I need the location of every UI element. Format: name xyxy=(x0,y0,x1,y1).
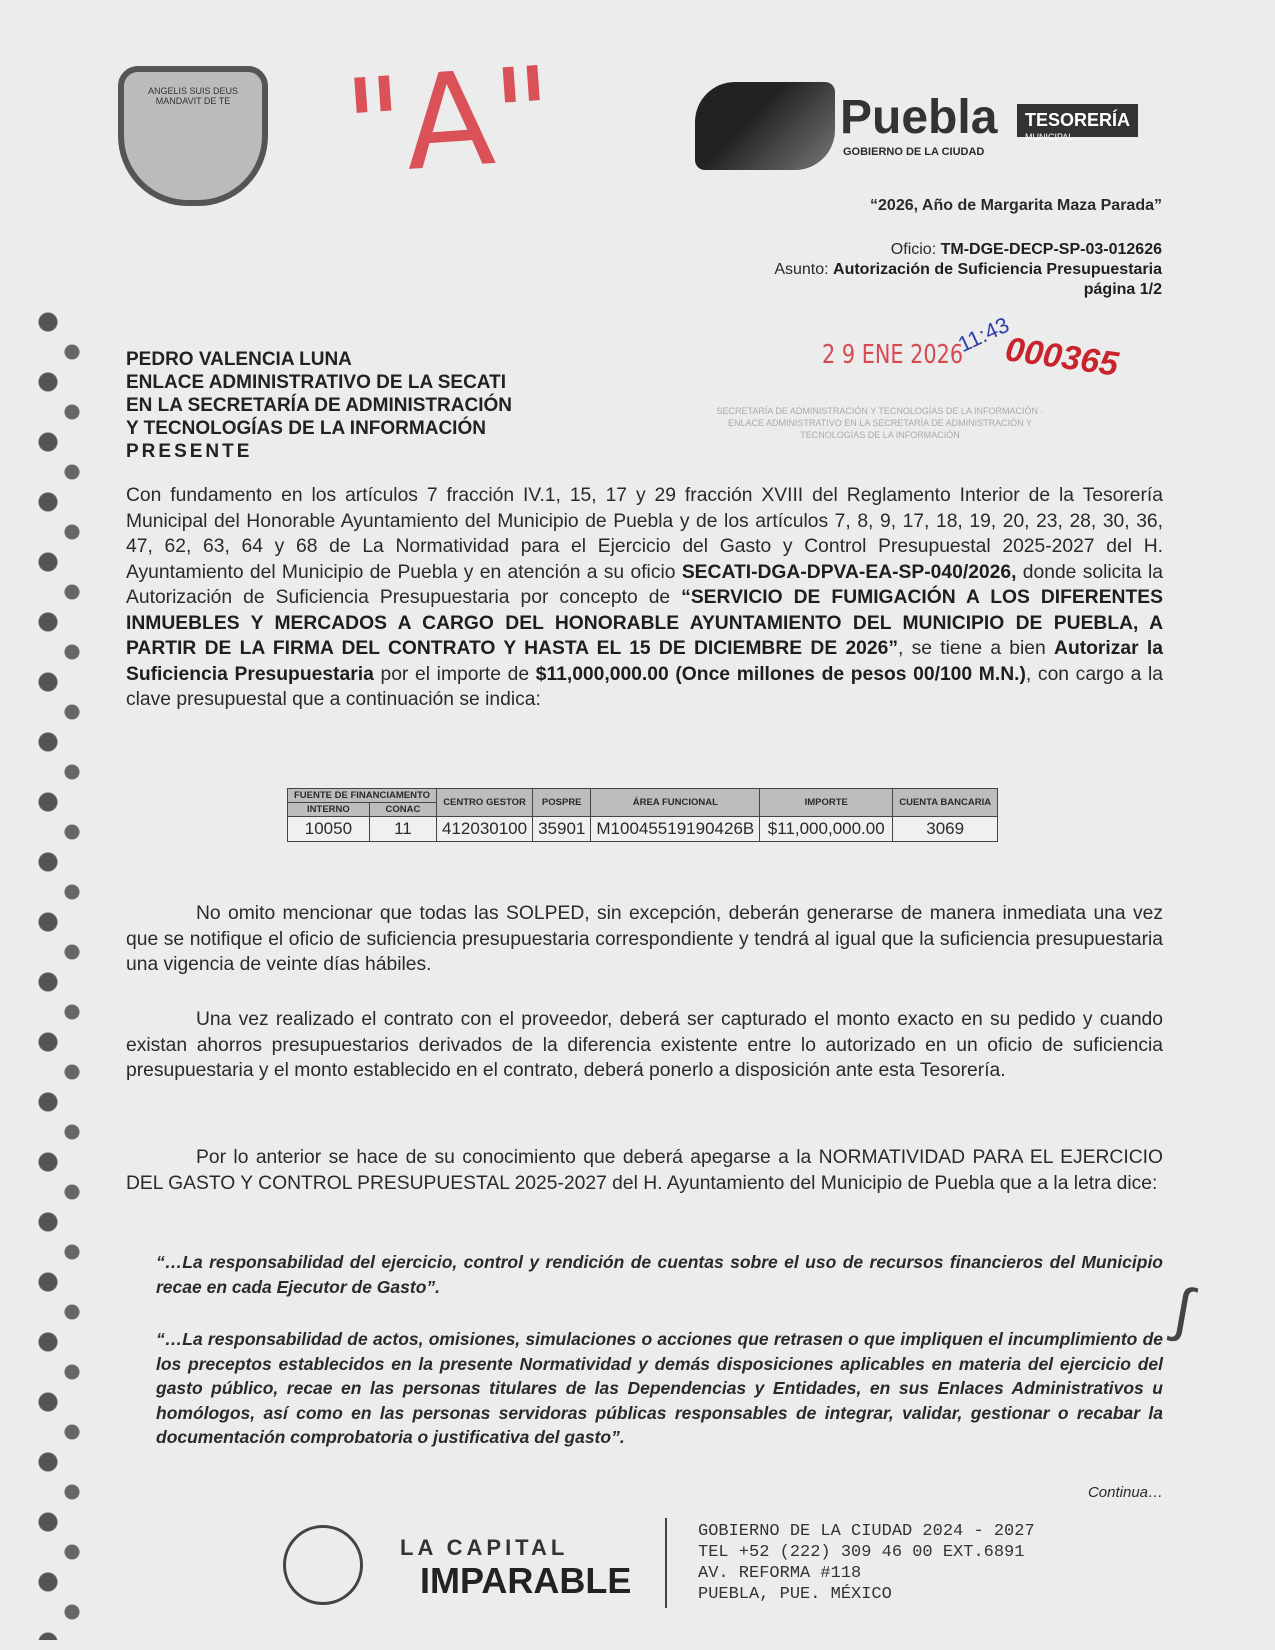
logo-subtitle: GOBIERNO DE LA CIUDAD xyxy=(843,146,985,158)
service-concept: “SERVICIO DE FUMIGACIÓN A LOS DIFERENTES INMUEBLES Y MERCADOS A CARGO DEL HONORABLE AYUNTAMIENTO DEL MUNICIPIO DE PUEBLA, A PARTIR DE LA FIRMA DEL CONTRATO Y HASTA EL 15 DE DICIEMBRE DE 2026” xyxy=(126,587,1163,659)
addressee-block xyxy=(126,348,512,463)
footer-line: GOBIERNO DE LA CIUDAD 2024 - 2027 xyxy=(698,1522,1035,1541)
paragraph-contract: Una vez realizado el contrato con el proveedor, deberá ser capturado el monto exacto en su pedido y cuando existan ahorros presupuestarios derivados de la diferencia existente entre lo autorizado en un oficio de suficiencia presupuestaria y el monto establecido en el contrato, deberá ponerlo a disposición ante esta Tesorería. xyxy=(126,1009,1163,1081)
puebla-logo xyxy=(695,82,1131,172)
imparable-logo-text: IMPARABLE xyxy=(420,1560,632,1601)
cell-centro-gestor: 412030100 xyxy=(437,817,533,842)
header-conac: CONAC xyxy=(369,803,436,817)
header-fuente: FUENTE DE FINANCIAMENTO xyxy=(288,789,437,803)
text: donde solicita la Autorización de Suficiencia Presupuestaria por concepto de xyxy=(126,561,1163,608)
addressee-title: EN LA SECRETARÍA DE ADMINISTRACIÓN xyxy=(126,395,512,416)
header-area-funcional: ÁREA FUNCIONAL xyxy=(591,789,760,817)
paragraph-normatividad: Por lo anterior se hace de su conocimiento que deberá apegarse a la NORMATIVIDAD PARA EL EJERCICIO DEL GASTO Y CONTROL PRESUPUESTAL 2025-2027 del H. Ayuntamiento del Municipio de Puebla que a la letra dice: xyxy=(126,1147,1163,1194)
cell-conac: 11 xyxy=(369,817,436,842)
handwritten-time: 11:43 xyxy=(954,311,1013,358)
presente: PRESENTE xyxy=(126,441,253,462)
cell-interno: 10050 xyxy=(288,817,370,842)
addressee-title: ENLACE ADMINISTRATIVO DE LA SECATI xyxy=(126,372,506,393)
amount: $11,000,000.00 (Once millones de pesos 00/100 M.N.) xyxy=(535,663,1026,685)
header-cuenta: CUENTA BANCARIA xyxy=(893,789,998,817)
asunto-value: Autorización de Suficiencia Presupuestaria xyxy=(833,261,1162,278)
oficio-value: TM-DGE-DECP-SP-03-012626 xyxy=(940,241,1162,258)
text: Con fundamento en los artículos 7 fracción IV.1, 15, 17 y 29 fracción XVIII del Reglamento Interior de la Tesorería Municipal del Honorable Ayuntamiento del Municipio de Puebla y de los artículos 7, 8, 9, 17, 18, 19, 20, 23, 28, 30, 36, 47, 62, 63, 64 y 68 de La Normatividad para el Ejercicio del Gasto y Control Presupuestal 2025-2027 del H. Ayuntamiento del Municipio de Puebla y en atención a su oficio xyxy=(126,485,1163,583)
equality-seal-icon xyxy=(283,1525,363,1605)
folio-stamp: 000365 xyxy=(1002,330,1121,384)
logo-name: Puebla xyxy=(840,91,998,144)
text: por el importe de xyxy=(373,663,536,685)
asunto-label: Asunto: xyxy=(774,261,834,278)
city-seal xyxy=(118,66,268,206)
header-interno: INTERNO xyxy=(288,803,370,817)
table-row xyxy=(288,817,998,842)
request-oficio: SECATI-DGA-DPVA-EA-SP-040/2026, xyxy=(681,561,1017,583)
footer-address xyxy=(698,1521,1035,1605)
text: , se tiene a bien xyxy=(898,638,1055,659)
budget-key-table xyxy=(287,788,998,842)
paragraph-authorization xyxy=(126,483,1163,713)
faint-reception-stamp: SECRETARÍA DE ADMINISTRACIÓN Y TECNOLOGÍAS DE LA INFORMACIÓN · ENLACE ADMINISTRATIVO EN LA SECRETARÍA DE ADMINISTRACIÓN Y TECNOLOGÍAS DE LA INFORMACIÓN xyxy=(716,406,1044,440)
addressee-title: Y TECNOLOGÍAS DE LA INFORMACIÓN xyxy=(126,418,486,439)
reference-block xyxy=(774,240,1162,300)
received-date-stamp: 2 9 ENE 2026 xyxy=(822,340,964,370)
footer-phone: TEL +52 (222) 309 46 00 EXT.6891 xyxy=(698,1543,1025,1562)
cell-pospre: 35901 xyxy=(533,817,591,842)
cell-area-funcional: M10045519190426B xyxy=(591,817,760,842)
footer-line: PUEBLA, PUE. MÉXICO xyxy=(698,1585,892,1604)
cell-cuenta: 3069 xyxy=(893,817,998,842)
signature-mark: ∫ xyxy=(1169,1275,1198,1344)
logo-dept-sub: MUNICIPAL xyxy=(1025,132,1074,142)
continua-label: Continua… xyxy=(1087,1484,1163,1501)
footer-divider xyxy=(665,1518,667,1608)
text: , con cargo a la clave presupuestal que a continuación se indica: xyxy=(126,663,1163,710)
paragraph-solped: No omito mencionar que todas las SOLPED, sin excepción, deberán generarse de manera inmediata una vez que se notifique el oficio de suficiencia presupuestaria correspondiente y tendrá al igual que la suficiencia presupuestaria una vigencia de veinte días hábiles. xyxy=(126,903,1163,975)
logo-dept: TESORERÍA xyxy=(1017,104,1138,137)
red-handwritten-mark: "A" xyxy=(339,37,559,205)
authorization-phrase: Autorizar la Suficiencia Presupuestaria xyxy=(126,638,1164,685)
motto: “2026, Año de Margarita Maza Parada” xyxy=(870,197,1162,214)
header-importe: IMPORTE xyxy=(760,789,893,817)
header-pospre: POSPRE xyxy=(533,789,591,817)
oficio-label: Oficio: xyxy=(890,241,941,258)
logo-art-icon xyxy=(695,82,835,170)
footer-line: AV. REFORMA #118 xyxy=(698,1564,862,1583)
quote-responsibility-1: “…La responsabilidad del ejercicio, control y rendición de cuentas sobre el uso de recursos financieros del Municipio recae en cada Ejecutor de Gasto”. xyxy=(156,1252,1163,1297)
capital-logo-text: LA CAPITAL xyxy=(400,1535,569,1560)
decorative-border xyxy=(30,310,90,1640)
cell-importe: $11,000,000.00 xyxy=(760,817,893,842)
quote-responsibility-2: “…La responsabilidad de actos, omisiones, simulaciones o acciones que retrasen o que impliquen el incumplimiento de los preceptos establecidos en la presente Normatividad y demás disposiciones aplicables en materia del ejercicio del gasto público, recae en las personas titulares de las Dependencias y Entidades, en sus Enlaces Administrativos u homólogos, así como en las personas servidoras públicas responsables de integrar, validar, gestionar o recabar la documentación comprobatoria o justificativa del gasto”. xyxy=(156,1329,1163,1447)
addressee-name: PEDRO VALENCIA LUNA xyxy=(126,349,352,370)
seal-text: ANGELIS SUIS DEUS MANDAVIT DE TE xyxy=(147,86,239,106)
header-centro-gestor: CENTRO GESTOR xyxy=(437,789,533,817)
page-number: página 1/2 xyxy=(1083,281,1162,298)
